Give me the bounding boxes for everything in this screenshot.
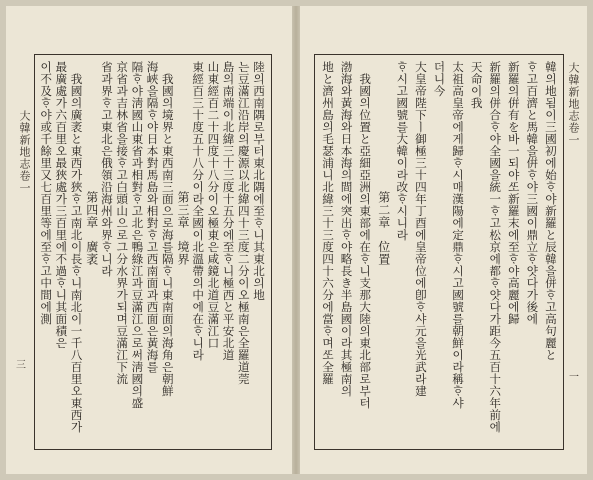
- right-margin-title: 大韓新地志卷一: [567, 62, 580, 146]
- text-column: 東經百三十度五十八分이라全國이北溫帶의中에在ᄒᆞ니라: [191, 61, 206, 361]
- left-text-frame: [34, 54, 272, 450]
- left-margin-title: 大韓新地志卷一: [18, 110, 31, 194]
- chapter-heading: 第二章 位置: [376, 191, 391, 266]
- text-column: 太祖高皇帝에게歸ᄒᆞ시매漢陽에定鼎ᄒᆞ시고國號를朝鮮이라稱ᄒᆞ샤: [451, 61, 466, 409]
- left-folio: 三: [16, 360, 26, 371]
- text-column: 新羅의併合ᄒᆞ야全國을統一ᄒᆞ고松京에都ᄒᆞ얏다가距今五百十六年前에: [488, 61, 503, 433]
- text-column: 韓의地됨이三國初에始ᄒᆞ야新羅と辰韓을併ᄒᆞ고高句麗と: [543, 61, 558, 361]
- text-column: 最廣處가六百里오最狹處가三百里에不過ᄒᆞ니其面積은: [54, 61, 69, 349]
- text-column: 는豆滿江沿岸의慶源以北緯四十三度二分이오極南은全羅道莞: [236, 61, 251, 385]
- text-column: 더니今: [432, 61, 447, 97]
- text-column: 陸의西南隅로부터東北隅에至ᄒᆞ니其東北의地: [252, 61, 266, 301]
- text-column: 山東經百二十四度十八分이오極東은咸鏡北道豆滿江口: [206, 61, 221, 349]
- left-columns: [39, 61, 267, 443]
- right-page: [300, 6, 587, 474]
- chapter-heading: 第三章 境界: [175, 191, 190, 266]
- text-column: 我國의位置と亞細亞洲의東部에在ᄒᆞ니支那大陸의東北部로부터: [358, 73, 373, 409]
- text-column: 天命이我: [469, 61, 484, 109]
- text-column: ᄒᆞ고百濟と馬韓을倂ᄒᆞ야三國이鼎立ᄒᆞ얏다가後에: [525, 61, 540, 325]
- text-column: 이不及ᄒᆞ야或千餘里又七百里等에至ᄒᆞ고中間에測: [39, 61, 54, 325]
- text-column: 島의南端이北緯三十三度十五分에至ᄒᆞ니極西と平安北道: [221, 61, 236, 361]
- text-column: 省과界ᄒᆞ고東北은俄領沿海州와界ᄒᆞ니라: [99, 61, 114, 277]
- text-column: ᄒᆞ시고國號를大韓이라改ᄒᆞ시니라: [395, 61, 410, 241]
- left-page: [6, 6, 292, 474]
- text-column: 海峽을隔ᄒᆞ야日本對馬島와相對ᄒᆞ고西南面과西面은黃海를: [145, 61, 160, 373]
- text-column: 我國의廣袤と東西가狹ᄒᆞ고南北이長ᄒᆞ니南北이一千八百里오東西가: [69, 73, 84, 433]
- text-column: 我國의境界と東西南三面으로海를隔ᄒᆞ니東南面의海角은朝鮮: [160, 73, 175, 397]
- text-column: 京省과吉林省을接ᄒᆞ고白頭山으로그分水界가되며豆滿江下流: [115, 61, 130, 385]
- text-column: 地と濟州島의毛瑟浦니北緯三十三度四十六分에當ᄒᆞ며ᄯᅩ全羅: [321, 61, 335, 385]
- right-folio: 一: [569, 372, 579, 383]
- chapter-heading: 第四章 廣袤: [84, 191, 99, 266]
- right-text-frame: [314, 54, 564, 450]
- text-column: 渤海와黃海와日本海의間에突出ᄒᆞ야略長き半島國이라其極南의: [339, 61, 354, 397]
- right-columns: [319, 61, 559, 443]
- text-column: 新羅의倂有を바一되야ᄯᅩ新羅末에至ᄒᆞ야高麗에歸: [506, 61, 521, 325]
- text-column: 隔ᄒᆞ야淸國山東省과相對ᄒᆞ고北은鴨綠江과豆滿江으로써淸國의盛: [130, 61, 145, 409]
- text-column: 大皇帝陛下ㅣ御極三十四年丁酉에皇帝位에卽ᄒᆞ샤元을光武라建: [413, 61, 428, 397]
- book-gutter: [292, 6, 300, 474]
